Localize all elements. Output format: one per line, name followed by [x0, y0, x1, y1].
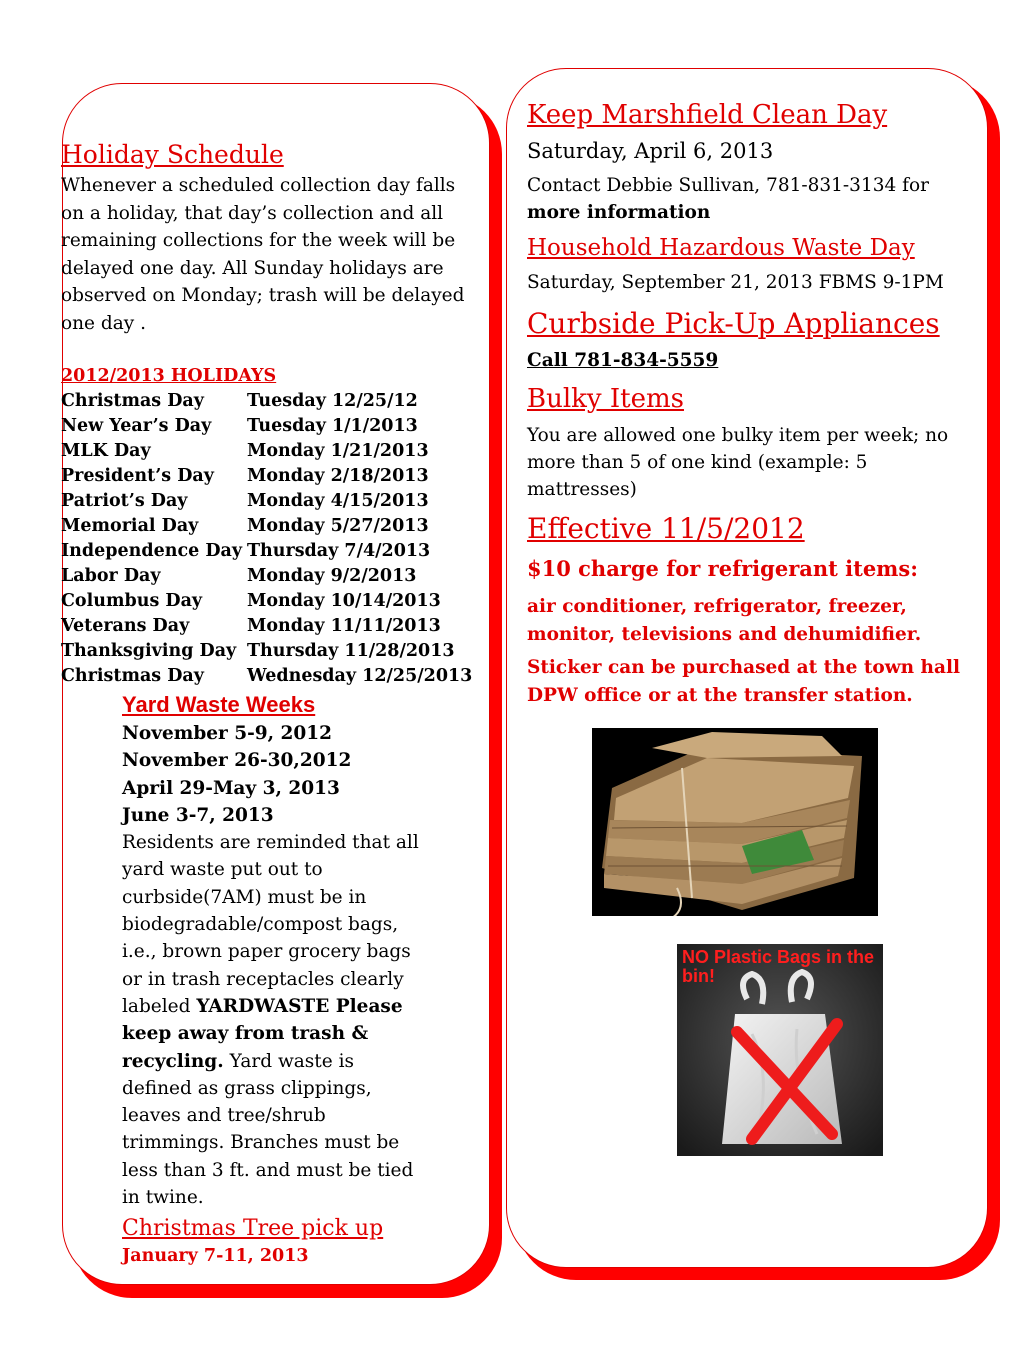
- holiday-name: Christmas Day: [61, 666, 204, 686]
- holiday-schedule-section: [61, 138, 481, 689]
- holiday-row: [61, 514, 472, 539]
- holiday-row: [61, 589, 472, 614]
- bulky-title: Bulky Items: [527, 384, 684, 414]
- yard-waste-week: November 26-30,2012: [122, 750, 352, 772]
- holiday-date: 11/28/2013: [344, 641, 455, 661]
- holiday-name: New Year’s Day: [61, 416, 212, 436]
- holiday-name: Independence Day: [61, 541, 243, 561]
- hazardous-title: Household Hazardous Waste Day: [527, 235, 915, 261]
- holiday-date: 12/25/2013: [362, 666, 473, 686]
- holiday-day: Thursday: [247, 541, 339, 561]
- clean-day-contact-text: Contact Debbie Sullivan, 781-831-3134 for: [527, 175, 929, 196]
- holiday-row: [61, 564, 472, 589]
- holiday-date: 7/4/2013: [344, 541, 431, 561]
- holiday-row: [61, 614, 472, 639]
- holiday-row: [61, 489, 472, 514]
- holiday-day: Monday: [247, 616, 325, 636]
- holiday-day: Monday: [247, 466, 325, 486]
- holiday-day: Thursday: [247, 641, 339, 661]
- clean-day-contact: [527, 172, 977, 226]
- refrigerant-charge: $10 charge for refrigerant items:: [527, 556, 918, 581]
- holiday-day-date: [247, 589, 472, 614]
- yard-waste-title: Yard Waste Weeks: [122, 692, 316, 717]
- holiday-day-date: [247, 664, 472, 689]
- holiday-day-date: [247, 614, 472, 639]
- holiday-date: 1/21/2013: [330, 441, 429, 461]
- holiday-row: [61, 539, 472, 564]
- holiday-row: [61, 439, 472, 464]
- holiday-schedule-title: Holiday Schedule: [61, 140, 284, 169]
- holiday-name: Memorial Day: [61, 516, 199, 536]
- refrigerant-items: air conditioner, refrigerator, freezer, monitor, televisions and dehumidifier.: [527, 596, 922, 645]
- yard-waste-text-bold: YARDWASTE Please keep away from trash & recycling.: [122, 995, 403, 1072]
- yard-waste-week: April 29-May 3, 2013: [122, 777, 340, 799]
- holiday-name: Christmas Day: [61, 391, 204, 411]
- holiday-day: Monday: [247, 566, 325, 586]
- holiday-name: Veterans Day: [61, 616, 190, 636]
- yard-waste-week: June 3-7, 2013: [122, 804, 274, 826]
- holiday-day: Tuesday: [247, 391, 326, 411]
- holiday-day-date: [247, 389, 472, 414]
- holiday-day-date: [247, 639, 472, 664]
- holiday-row: [61, 464, 472, 489]
- holiday-date: 11/11/2013: [330, 616, 441, 636]
- holiday-day: Monday: [247, 491, 325, 511]
- holidays-list-title: 2012/2013 HOLIDAYS: [61, 366, 277, 386]
- holiday-day: Monday: [247, 591, 325, 611]
- holiday-row: [61, 389, 472, 414]
- holiday-schedule-body: Whenever a scheduled collection day falls on a holiday, that day’s collection and all remaining collections for the week will be delayed one day. All Sunday holidays are observed on Monday; trash will be delayed one day .: [61, 175, 465, 334]
- holiday-name: Labor Day: [61, 566, 161, 586]
- holiday-date: 12/25/12: [331, 391, 418, 411]
- yard-waste-text-2: Yard waste is defined as grass clippings, leaves and tree/shrub trimmings. Branches must be less than 3 ft. and must be tied in twine.: [122, 1050, 414, 1209]
- christmas-tree-title: Christmas Tree pick up: [122, 1216, 384, 1242]
- holiday-day: Tuesday: [247, 416, 326, 436]
- no-plastic-bags-image: [677, 944, 883, 1156]
- clean-day-title: Keep Marshfield Clean Day: [527, 100, 888, 130]
- holiday-day-date: [247, 414, 472, 439]
- holiday-date: 5/27/2013: [330, 516, 429, 536]
- holiday-day-date: [247, 439, 472, 464]
- no-plastic-bags-label: NO Plastic Bags in the bin!: [682, 947, 875, 986]
- holiday-name: Columbus Day: [61, 591, 203, 611]
- holiday-row: [61, 414, 472, 439]
- yard-waste-section: [122, 690, 422, 1268]
- holiday-day-date: [247, 489, 472, 514]
- holiday-name: Patriot’s Day: [61, 491, 188, 511]
- right-column: [527, 96, 977, 710]
- holidays-table: [61, 389, 472, 689]
- holiday-day: Wednesday: [247, 666, 357, 686]
- appliances-call: Call 781-834-5559: [527, 350, 719, 371]
- cardboard-stack-illustration: [592, 728, 878, 916]
- hazardous-info: Saturday, September 21, 2013 FBMS 9-1PM: [527, 272, 944, 293]
- holiday-day: Monday: [247, 516, 325, 536]
- holiday-date: 1/1/2013: [331, 416, 418, 436]
- holiday-date: 4/15/2013: [330, 491, 429, 511]
- effective-title: Effective 11/5/2012: [527, 512, 805, 545]
- appliances-title: Curbside Pick-Up Appliances: [527, 307, 940, 340]
- holiday-day-date: [247, 539, 472, 564]
- holiday-day: Monday: [247, 441, 325, 461]
- yard-waste-text-1: Residents are reminded that all yard waste put out to curbside(7AM) must be in biodegradable/compost bags, i.e., brown paper grocery bags or in trash receptacles clearly labeled: [122, 832, 419, 1017]
- holiday-name: MLK Day: [61, 441, 151, 461]
- clean-day-contact-bold: more information: [527, 202, 711, 223]
- christmas-tree-date: January 7-11, 2013: [122, 1246, 309, 1267]
- cardboard-image: [592, 728, 878, 916]
- holiday-name: Thanksgiving Day: [61, 641, 237, 661]
- clean-day-date: Saturday, April 6, 2013: [527, 139, 774, 163]
- yard-waste-text: [122, 829, 422, 1211]
- holiday-day-date: [247, 514, 472, 539]
- holiday-row: [61, 664, 472, 689]
- holiday-date: 10/14/2013: [330, 591, 441, 611]
- holiday-row: [61, 639, 472, 664]
- holiday-date: 9/2/2013: [330, 566, 417, 586]
- bulky-text: You are allowed one bulky item per week; no more than 5 of one kind (example: 5 mattresses): [527, 425, 949, 500]
- holiday-day-date: [247, 464, 472, 489]
- holiday-name: President’s Day: [61, 466, 214, 486]
- sticker-info: Sticker can be purchased at the town hall DPW office or at the transfer station.: [527, 657, 961, 706]
- holiday-day-date: [247, 564, 472, 589]
- holiday-date: 2/18/2013: [330, 466, 429, 486]
- yard-waste-week: November 5-9, 2012: [122, 723, 333, 744]
